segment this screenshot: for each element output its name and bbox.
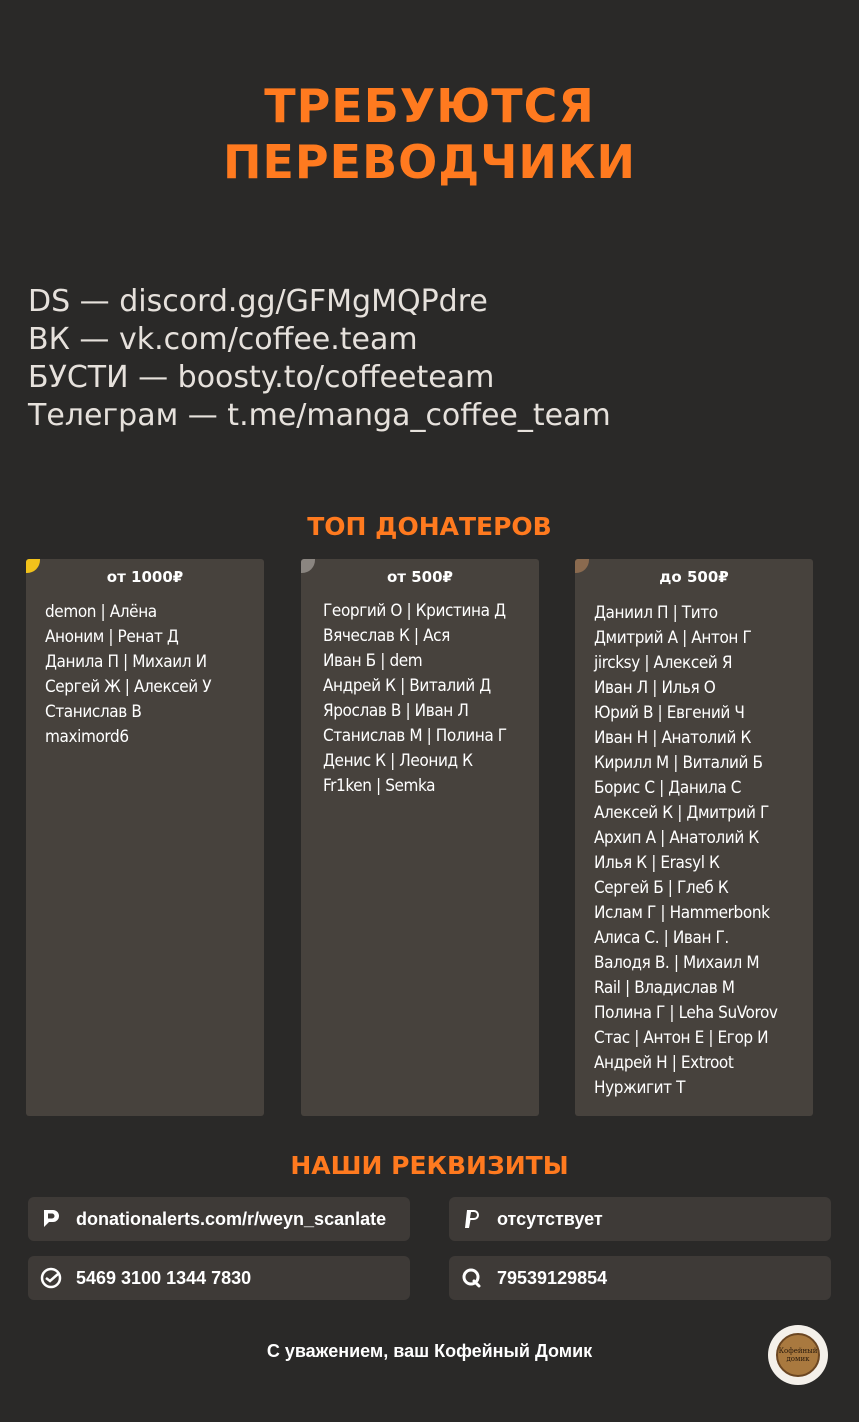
donor-entry: Илья К | Erasyl К <box>594 853 720 873</box>
paypal-icon <box>461 1208 483 1230</box>
donor-entry: Алексей К | Дмитрий Г <box>594 803 769 823</box>
link-vk[interactable]: ВК — vk.com/coffee.team <box>28 322 418 357</box>
link-telegram[interactable]: Телеграм — t.me/manga_coffee_team <box>28 398 611 433</box>
donor-entry: Нуржигит Т <box>594 1078 686 1098</box>
donor-list <box>26 600 264 750</box>
donor-column-under-500 <box>575 559 813 1116</box>
logo-text-2: домик <box>786 1355 810 1363</box>
donor-entry: maximord6 <box>45 727 129 747</box>
donors-title: ТОП ДОНАТЕРОВ <box>307 512 552 541</box>
social-links <box>28 283 611 435</box>
donor-entry: Аноним | Ренат Д <box>45 627 179 647</box>
donor-column-500 <box>301 559 539 1116</box>
requisites-title: НАШИ РЕКВИЗИТЫ <box>290 1151 569 1180</box>
donor-entry: Архип А | Анатолий К <box>594 828 759 848</box>
sber-value: 5469 3100 1344 7830 <box>76 1267 252 1288</box>
donor-entry: Денис К | Леонид К <box>323 751 473 771</box>
donor-entry: Валодя В. | Михаил М <box>594 953 760 973</box>
donor-entry: Сергей Б | Глеб К <box>594 878 729 898</box>
donationalerts-value: donationalerts.com/r/weyn_scanlate <box>76 1208 387 1229</box>
donor-entry: Полина Г | Leha SuVorov <box>594 1003 778 1023</box>
tier-label: от 500₽ <box>387 568 453 586</box>
donor-entry: Fr1ken | Semka <box>323 776 436 796</box>
donor-entry: Андрей Н | Extroot <box>594 1053 734 1073</box>
coffee-house-logo <box>768 1325 828 1385</box>
donor-entry: Данила П | Михаил И <box>45 652 207 672</box>
title-line-2: ПЕРЕВОДЧИКИ <box>223 135 636 189</box>
qiwi-icon <box>461 1267 483 1289</box>
donor-entry: Станислав М | Полина Г <box>323 726 507 746</box>
donor-entry: Вячеслав К | Ася <box>323 626 450 646</box>
page-title <box>0 78 859 190</box>
link-discord[interactable]: DS — discord.gg/GFMgMQPdre <box>28 284 488 319</box>
donor-entry: Георгий О | Кристина Д <box>323 601 506 621</box>
donor-entry: Андрей К | Виталий Д <box>323 676 491 696</box>
donor-entry: Rail | Владислав М <box>594 978 735 998</box>
donor-entry: Борис С | Данила С <box>594 778 742 798</box>
qiwi-value: 79539129854 <box>497 1267 608 1288</box>
donor-entry: Юрий В | Евгений Ч <box>594 703 745 723</box>
donor-entry: Стас | Антон Е | Егор И <box>594 1028 769 1048</box>
donor-entry: Ислам Г | Hammerbonk <box>594 903 770 923</box>
donor-entry: Алиса С. | Иван Г. <box>594 928 729 948</box>
donor-entry: Станислав В <box>45 702 142 722</box>
donor-entry: jircksy | Алексей Я <box>594 653 733 673</box>
donor-entry: Дмитрий А | Антон Г <box>594 628 752 648</box>
requisite-donationalerts[interactable] <box>28 1197 410 1241</box>
donor-entry: Кирилл М | Виталий Б <box>594 753 763 773</box>
title-line-1: ТРЕБУЮТСЯ <box>264 79 595 133</box>
donor-entry: Даниил П | Тито <box>594 603 718 623</box>
requisite-qiwi[interactable] <box>449 1256 831 1300</box>
sber-icon <box>40 1267 62 1289</box>
paypal-value: отсутствует <box>497 1208 603 1229</box>
donor-entry: Сергей Ж | Алексей У <box>45 677 212 697</box>
donor-entry: Иван Л | Илья О <box>594 678 716 698</box>
donationalerts-icon <box>40 1208 62 1230</box>
donor-entry: demon | Алёна <box>45 602 157 622</box>
tier-label: от 1000₽ <box>106 568 184 586</box>
donor-entry: Иван Н | Анатолий К <box>594 728 751 748</box>
donor-entry: Ярослав В | Иван Л <box>323 701 469 721</box>
requisite-sber[interactable] <box>28 1256 410 1300</box>
donor-entry: Иван Б | dem <box>323 651 423 671</box>
link-boosty[interactable]: БУСТИ — boosty.to/coffeeteam <box>28 360 495 395</box>
donor-column-1000 <box>26 559 264 1116</box>
logo-text-1: Кофейный <box>778 1347 818 1355</box>
logo-badge <box>776 1333 820 1377</box>
tier-label: до 500₽ <box>659 568 729 586</box>
donor-list <box>301 599 539 799</box>
requisite-paypal[interactable] <box>449 1197 831 1241</box>
footer-signature: С уважением, ваш Кофейный Домик <box>266 1341 593 1361</box>
donor-list <box>575 601 813 1101</box>
